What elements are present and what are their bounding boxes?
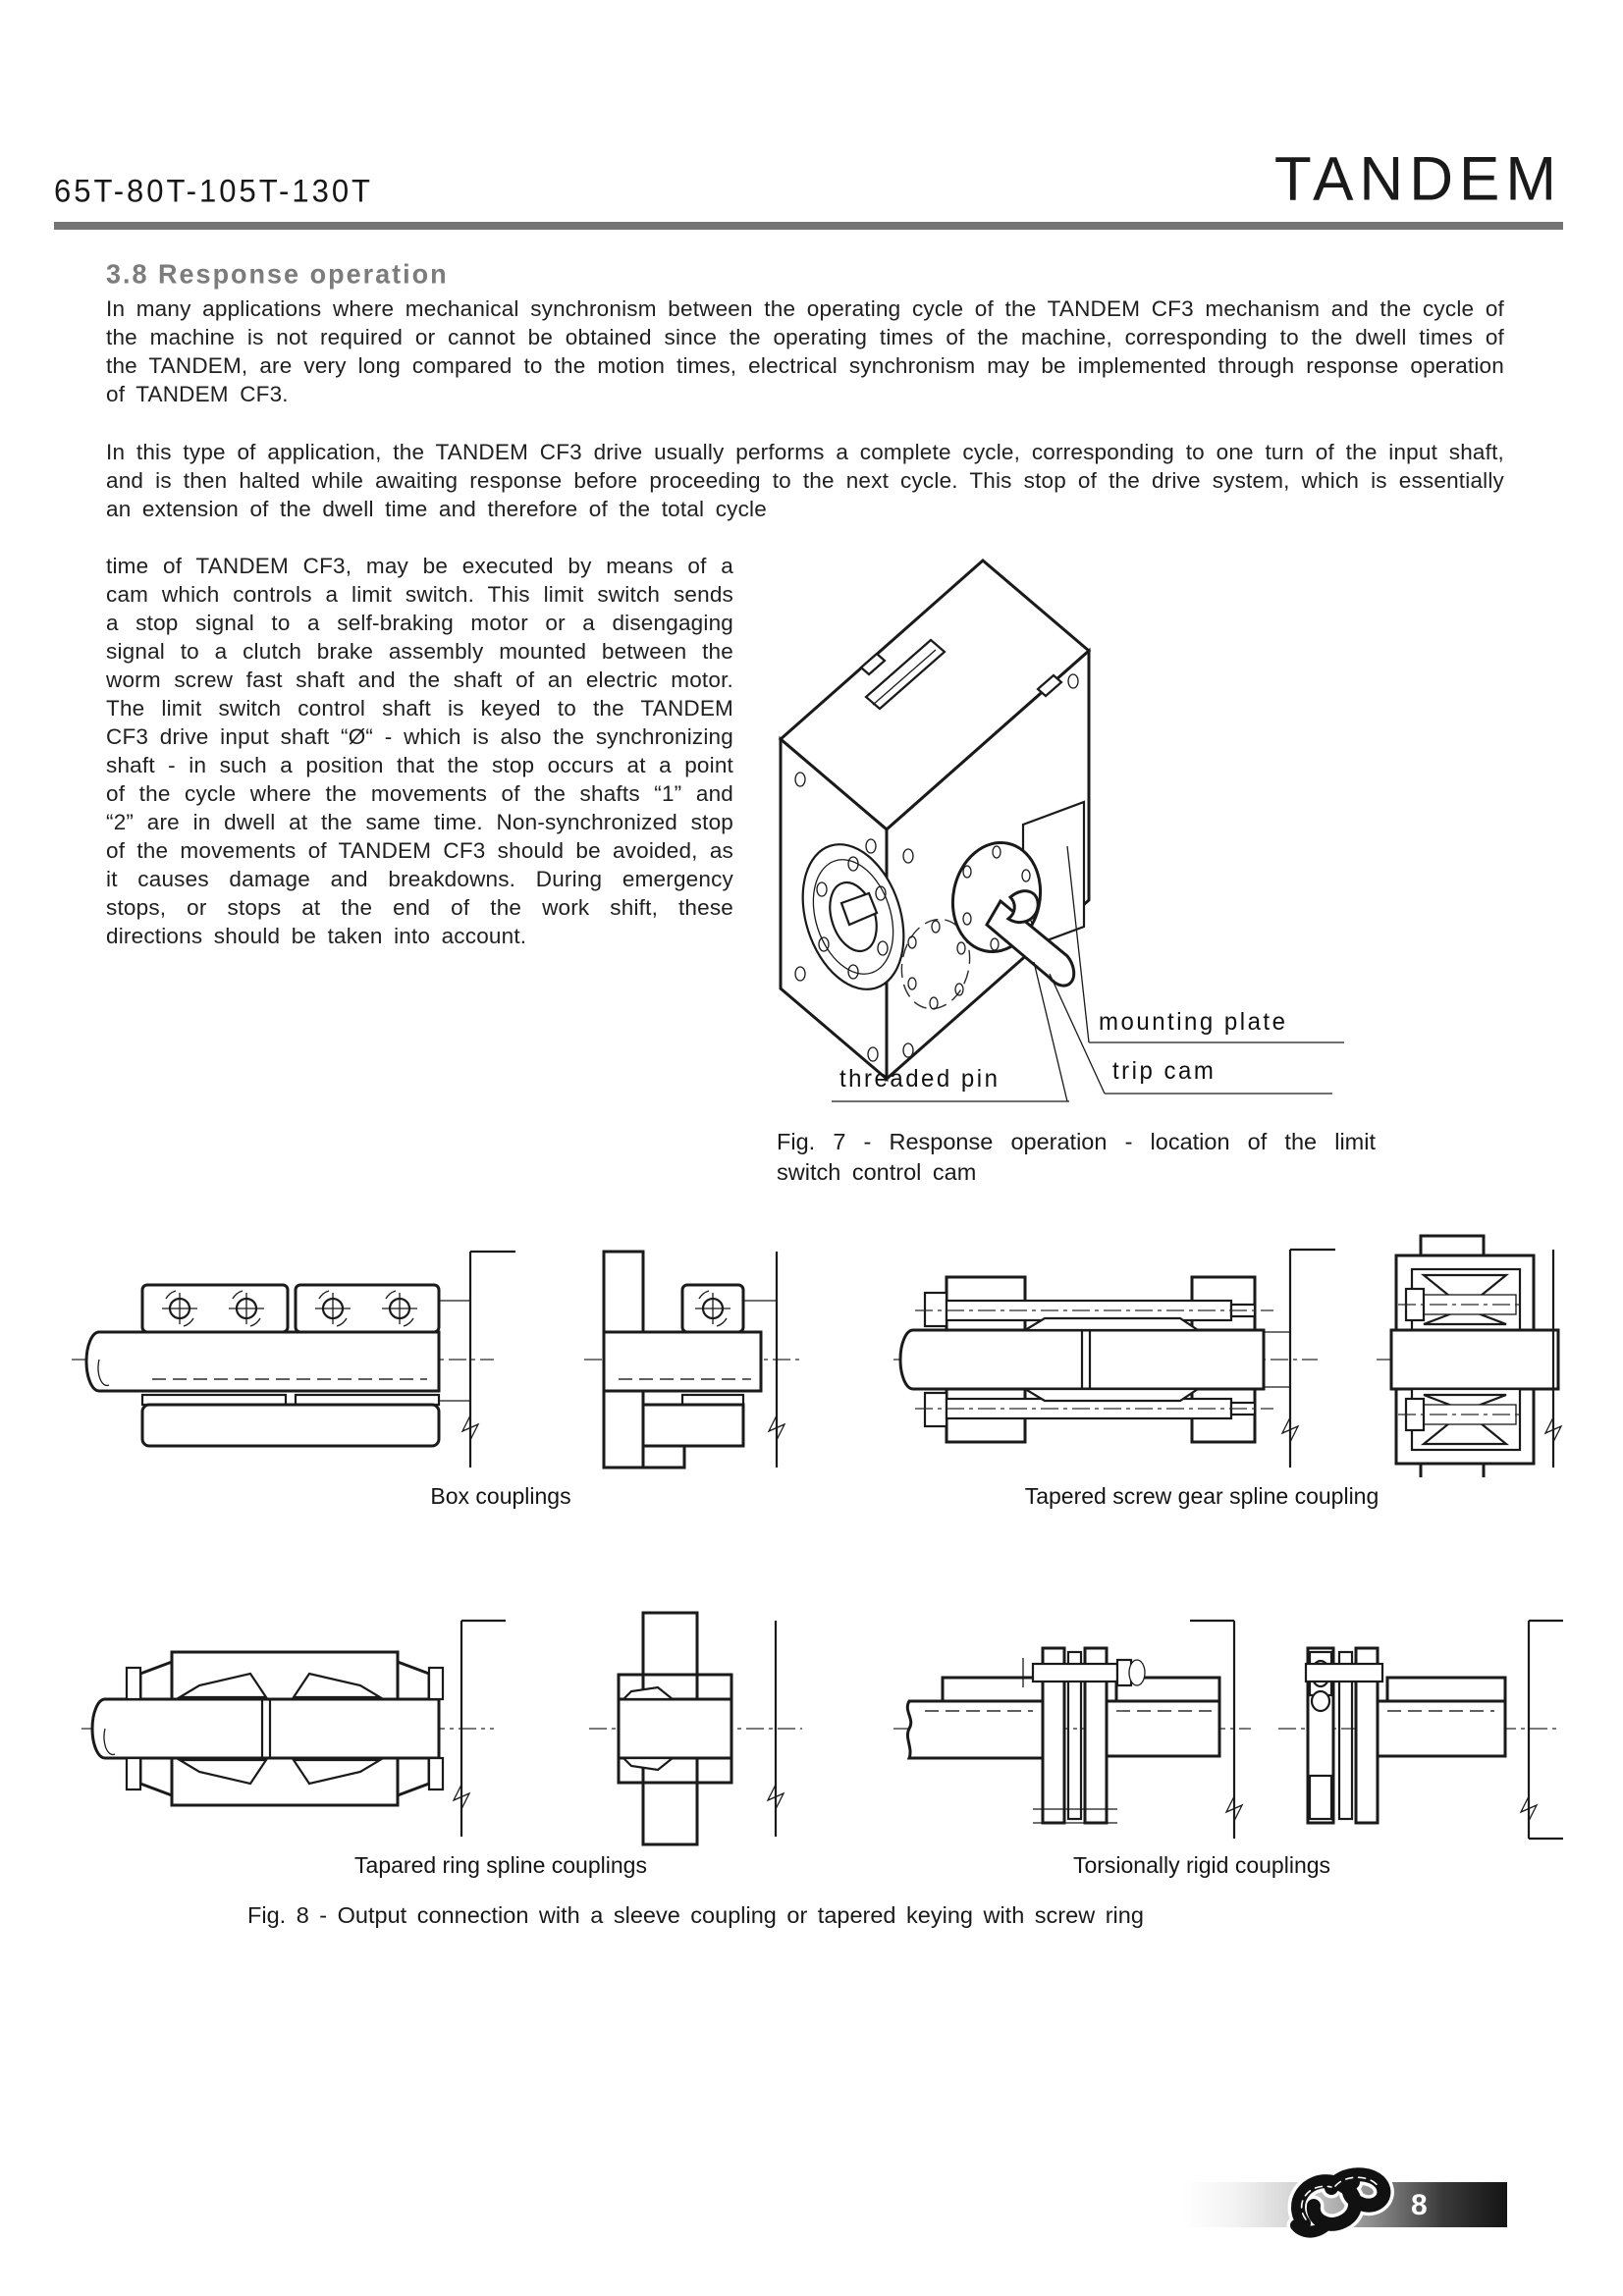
ring-spline-wall-variant: [589, 1613, 802, 1844]
tapered-ring-spline-drawing: [54, 1591, 810, 1846]
header-divider: [54, 222, 1563, 230]
label-trip-cam: trip cam: [1112, 1057, 1217, 1086]
label-threaded-pin: threaded pin: [839, 1065, 1001, 1094]
caption-torsionally-rigid: Torsionally rigid couplings: [1072, 1852, 1331, 1878]
tapered-screw-gear-spline-drawing: [886, 1222, 1563, 1477]
disc-coupling-compact: [1278, 1621, 1563, 1839]
paragraph-1: In many applications where mechanical synchronism between the operating cycle of the TANDEM CF3 mechanism and the cycle of the machine is not required or cannot be obtained since the operating times of the machine, corresponding to the dwell times of the TANDEM, are very long compared to the motion times, electrical synchronism may be implemented through response operation of TANDEM CF3.: [106, 296, 1504, 406]
figure-7: [743, 552, 1504, 1217]
upper-sleeve: [127, 1652, 443, 1699]
caption-box-couplings: Box couplings: [430, 1483, 571, 1509]
caption-tapered-screw: Tapered screw gear spline coupling: [1024, 1483, 1380, 1509]
box-coupling-wall-variant: [584, 1252, 802, 1468]
paragraph-2-wrapped: time of TANDEM CF3, may be executed by means of a cam which controls a limit switch. This limit switch sends a stop signal to a self-braking motor or a disengaging signal to a clutch brake assembly mounted between the worm screw fast shaft and the shaft of an electric motor. The limit switch control shaft is keyed to the TANDEM CF3 drive input shaft “Ø“ - which is also the synchronizing shaft - in such a position that the stop occurs at a point of the cycle where the movements of the shafts “1” and “2” are in dwell at the same time. Non-synchronized stop of the movements of TANDEM CF3 should be avoided, as it causes damage and breakdowns. During emergency stops, or stops at the end of the work shift, these directions should be taken into account.: [106, 554, 733, 948]
figure-7-caption: Fig. 7 - Response operation - location of the limit switch control cam: [777, 1129, 1376, 1185]
coupling-row-1: [54, 1222, 1563, 1477]
page-number: 8: [1411, 2189, 1429, 2221]
disc-coupling-main: [907, 1621, 1242, 1839]
section-heading: 3.8 Response operation: [106, 259, 449, 290]
footer-bar: [1183, 2182, 1507, 2227]
coupling-captions-2: [54, 1852, 1563, 1886]
model-range-title: 65T-80T-105T-130T: [54, 173, 373, 209]
figure-8-caption: Fig. 8 - Output connection with a sleeve coupling or tapered keying with screw ring: [247, 1902, 1144, 1928]
lower-clamp: [925, 1389, 1255, 1442]
upper-clamp: [915, 1277, 1273, 1330]
text-wrap-zone: [106, 552, 1504, 1229]
coupling-captions-1: [54, 1483, 1563, 1517]
label-mounting-plate: mounting plate: [1099, 1008, 1288, 1037]
figure-8: [54, 1222, 1563, 1886]
brand-wordmark: TANDEM: [1273, 144, 1562, 214]
knot-logo-icon: [1276, 2163, 1414, 2251]
gearbox-isometric-drawing: [743, 552, 1504, 1217]
caption-tapered-ring: Tapared ring spline couplings: [354, 1852, 647, 1878]
lower-sleeve: [127, 1758, 443, 1805]
paragraph-2-intro: In this type of application, the TANDEM CF3 drive usually performs a complete cycle, corresponding to one turn of the input shaft, and is then halted while awaiting response before proceeding to the next cycle. This stop of the drive system, which is essentially an extension of the dwell time and therefore of the total cycle: [106, 440, 1504, 521]
roller-variant: [1377, 1236, 1561, 1477]
box-couplings-drawing: [54, 1222, 810, 1477]
torsionally-rigid-couplings-drawing: [886, 1591, 1563, 1846]
coupling-row-2: [54, 1591, 1563, 1846]
